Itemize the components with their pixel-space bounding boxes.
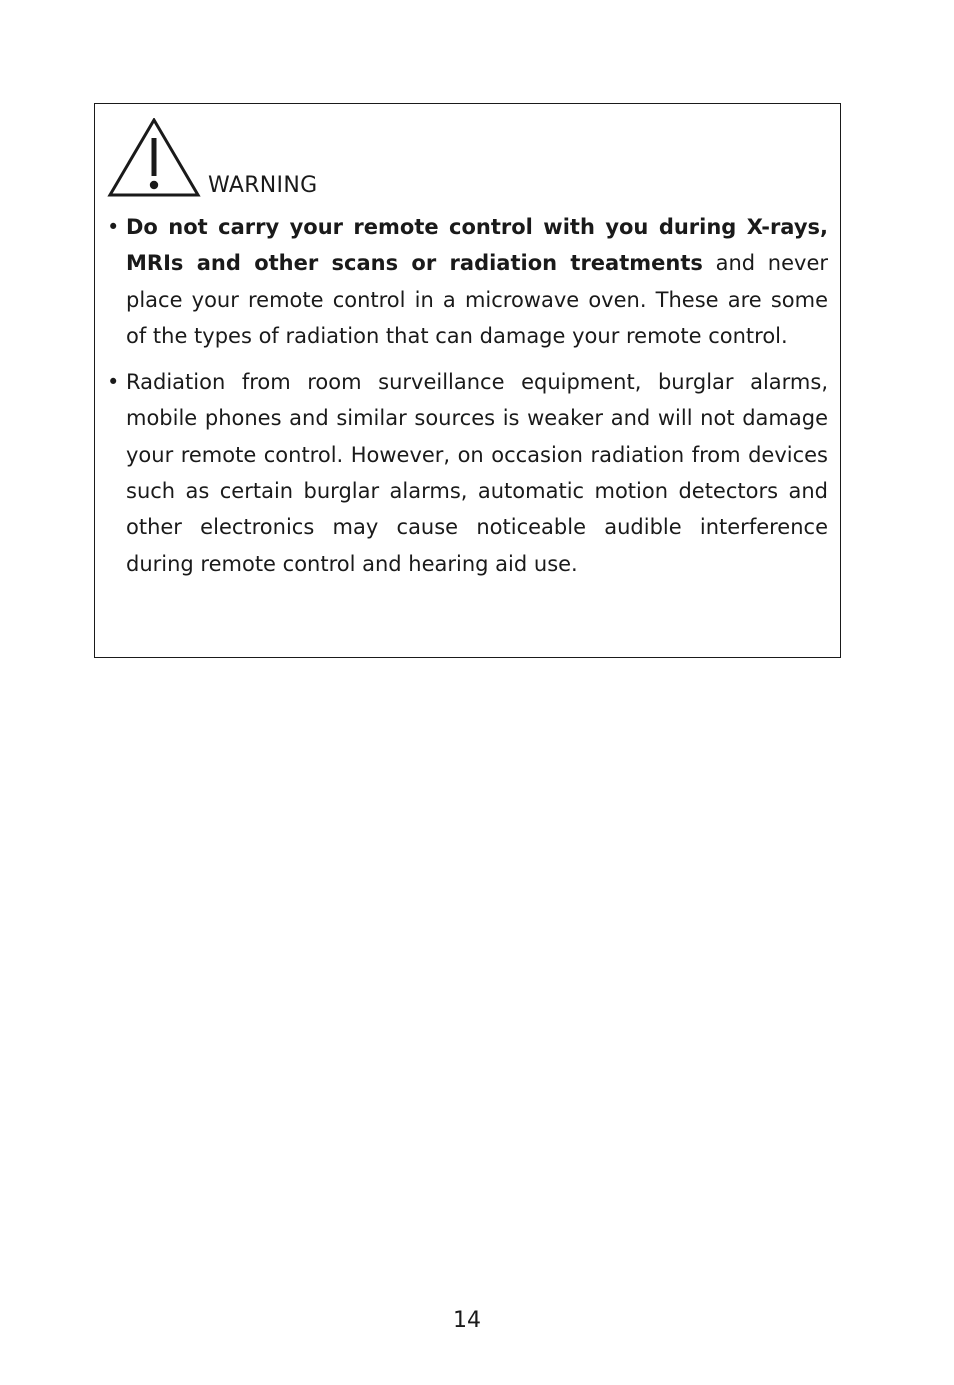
warning-list bbox=[107, 209, 828, 592]
bullet-marker: • bbox=[107, 215, 120, 239]
warning-header bbox=[107, 118, 507, 198]
warning-item-text: Radiation from room surveillance equipment, burglar alarms, mobile phones and similar sources is weaker and will not damage your remote control. However, on occasion radiation from devices such as certain burglar alarms, automatic motion detectors and other electronics may cause noticeable audible interference during remote control and hearing aid use. bbox=[126, 370, 828, 576]
bullet-marker: • bbox=[107, 370, 120, 395]
warning-triangle-icon bbox=[107, 118, 201, 198]
warning-box bbox=[94, 103, 841, 658]
warning-item-radiation bbox=[107, 364, 828, 582]
warning-item-text: and never place your remote control in a microwave oven. These are some of the types of radiation that can damage your remote control. bbox=[126, 251, 828, 348]
page-number: 14 bbox=[453, 1308, 481, 1333]
warning-item-emphasis: Do not carry your remote control with you during X-rays, MRIs and other scans or radiation treatments bbox=[126, 215, 828, 276]
warning-title: WARNING bbox=[208, 173, 318, 198]
warning-item-xray bbox=[107, 209, 828, 354]
